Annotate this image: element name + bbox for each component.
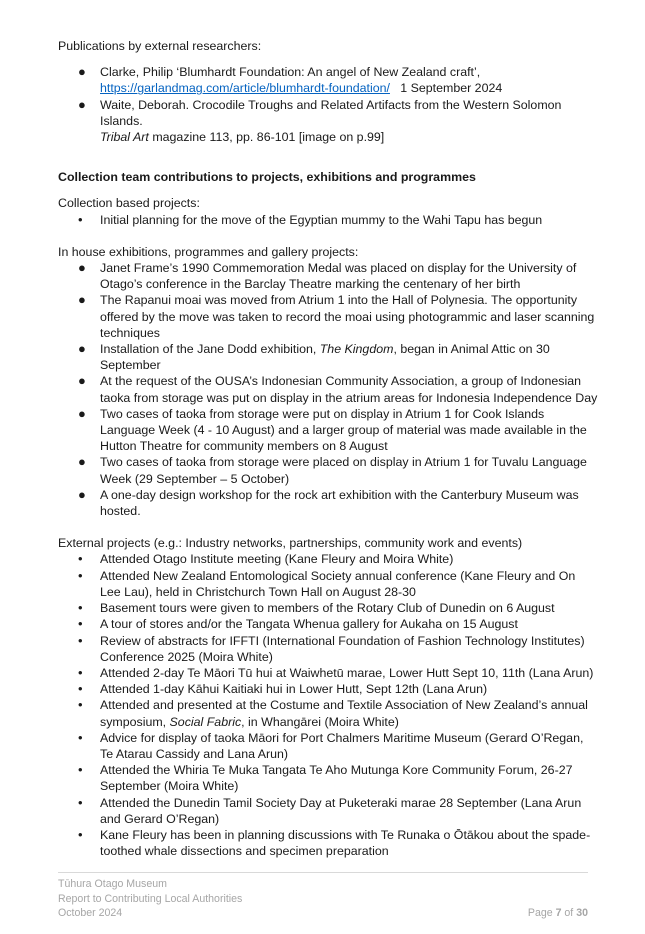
footer-date: October 2024 [58, 907, 123, 919]
page-number: Page 7 of 30 [527, 907, 588, 919]
bullet-icon: • [78, 211, 83, 227]
list-item: • Attended the Whiria Te Muka Tangata Te Aho Mutunga Kore Community Forum, 26-27 September (Moira White) [78, 762, 573, 794]
publications-heading: Publications by external researchers: [58, 39, 262, 53]
garlandmag-link[interactable]: https://garlandmag.com/article/blumhardt-foundation/ [100, 81, 390, 96]
list-item: ● The Rapanui moai was moved from Atrium 1 into the Hall of Polynesia. The opportunity offered by the move was taken to record the moai using photogrammic and laser scanning techniques [78, 292, 595, 340]
external-label: External projects (e.g.: Industry networks, partnerships, community work and events) [58, 536, 523, 551]
list-item: • Attended 2-day Te Māori Tū hui at Waiwhetū marae, Lower Hutt Sept 10, 11th (Lana Arun) [78, 664, 594, 680]
bullet-icon: ● [78, 292, 86, 308]
bullet-icon: • [78, 616, 83, 632]
section-heading: Collection team contributions to projects, exhibitions and programmes [58, 170, 476, 185]
list-item: • Attended 1-day Kāhui Kaitiaki hui in Lower Hutt, Sept 12th (Lana Arun) [78, 681, 488, 697]
list-item: • Attended and presented at the Costume and Textile Association of New Zealand’s annual symposium, Social Fabric, in Whangārei (Moira White) [78, 697, 588, 729]
collection-projects-list [58, 212, 598, 228]
list-item: • Attended New Zealand Entomological Society annual conference (Kane Fleury and On Lee Lau), held in Christchurch Town Hall on August 28-30 [78, 567, 576, 599]
collection-projects-label: Collection based projects: [58, 196, 200, 211]
list-item: • Attended Otago Institute meeting (Kane Fleury and Moira White) [78, 551, 454, 567]
bullet-icon: ● [78, 373, 86, 389]
bullet-icon: • [78, 697, 83, 713]
external-list [58, 551, 598, 859]
list-item: ● Two cases of taoka from storage were placed on display in Atrium 1 for Tuvalu Language Week (29 September – 5 October) [78, 454, 587, 486]
bullet-icon: ● [78, 96, 86, 112]
list-item: • Attended the Dunedin Tamil Society Day at Puketeraki marae 28 September (Lana Arun and Gerard O’Regan) [78, 794, 582, 826]
bullet-icon: ● [78, 260, 86, 276]
bullet-icon: • [78, 826, 83, 842]
list-item: • Basement tours were given to members of the Rotary Club of Dunedin on 6 August [78, 600, 555, 616]
footer-report-title: Report to Contributing Local Authorities [58, 892, 243, 905]
footer-org: Tūhura Otago Museum [58, 878, 167, 890]
list-item: ● Janet Frame’s 1990 Commemoration Medal was placed on display for the University of Otago’s conference in the Barclay Theatre marking the centenary of her birth [78, 260, 577, 292]
bullet-icon: ● [78, 486, 86, 502]
bullet-icon: ● [78, 64, 86, 80]
list-item: • Advice for display of taoka Māori for Port Chalmers Maritime Museum (Gerard O’Regan, Te Atarau Cassidy and Lana Arun) [78, 729, 584, 761]
bullet-icon: • [78, 567, 83, 583]
list-item: ● Waite, Deborah. Crocodile Troughs and Related Artifacts from the Western Solomon Islands. Tribal Art magazine 113, pp. 86-101 [image on p.99] [78, 96, 562, 145]
bullet-icon: • [78, 632, 83, 648]
bullet-icon: • [78, 664, 83, 680]
bullet-icon: • [78, 600, 83, 616]
document-body [58, 38, 598, 859]
bullet-icon: ● [78, 341, 86, 357]
list-item: ● A one-day design workshop for the rock art exhibition with the Canterbury Museum was hosted. [78, 486, 579, 519]
inhouse-label: In house exhibitions, programmes and gallery projects: [58, 244, 359, 259]
list-item: ● Installation of the Jane Dodd exhibition, The Kingdom, began in Animal Attic on 30 September [78, 341, 550, 373]
publications-list [58, 64, 598, 145]
list-item: ● Clarke, Philip ‘Blumhardt Foundation: An angel of New Zealand craft’, https://garlandmag.com/article/blumhardt-foundation/ 1 September 2024 [78, 64, 503, 96]
bullet-icon: • [78, 681, 83, 697]
list-item: ● At the request of the OUSA’s Indonesian Community Association, a group of Indonesian taoka from storage was put on display in the atrium areas for Indonesia Independence Day [78, 373, 598, 405]
bullet-icon: ● [78, 405, 86, 421]
bullet-icon: • [78, 794, 83, 810]
bullet-icon: • [78, 551, 83, 567]
list-item: • A tour of stores and/or the Tangata Whenua gallery for Aukaha on 15 August [78, 616, 518, 632]
list-item: ● Two cases of taoka from storage were put on display in Atrium 1 for Cook Islands Language Week (4 - 10 August) and a larger group of material was made available in the Hutton Theatre for community members on 8 August [78, 405, 587, 454]
page-footer [58, 872, 588, 921]
list-item: • Kane Fleury has been in planning discussions with Te Runaka o Ōtākou about the spade-toothed whale dissections and specimen preparation [78, 826, 591, 859]
bullet-icon: • [78, 729, 83, 745]
bullet-icon: ● [78, 454, 86, 470]
inhouse-list [58, 260, 598, 519]
bullet-icon: • [78, 762, 83, 778]
list-item: • Review of abstracts for IFFTI (International Foundation of Fashion Technology Institutes) Conference 2025 (Moira White) [78, 632, 585, 664]
list-item: • Initial planning for the move of the Egyptian mummy to the Wahi Tapu has begun [78, 211, 543, 227]
